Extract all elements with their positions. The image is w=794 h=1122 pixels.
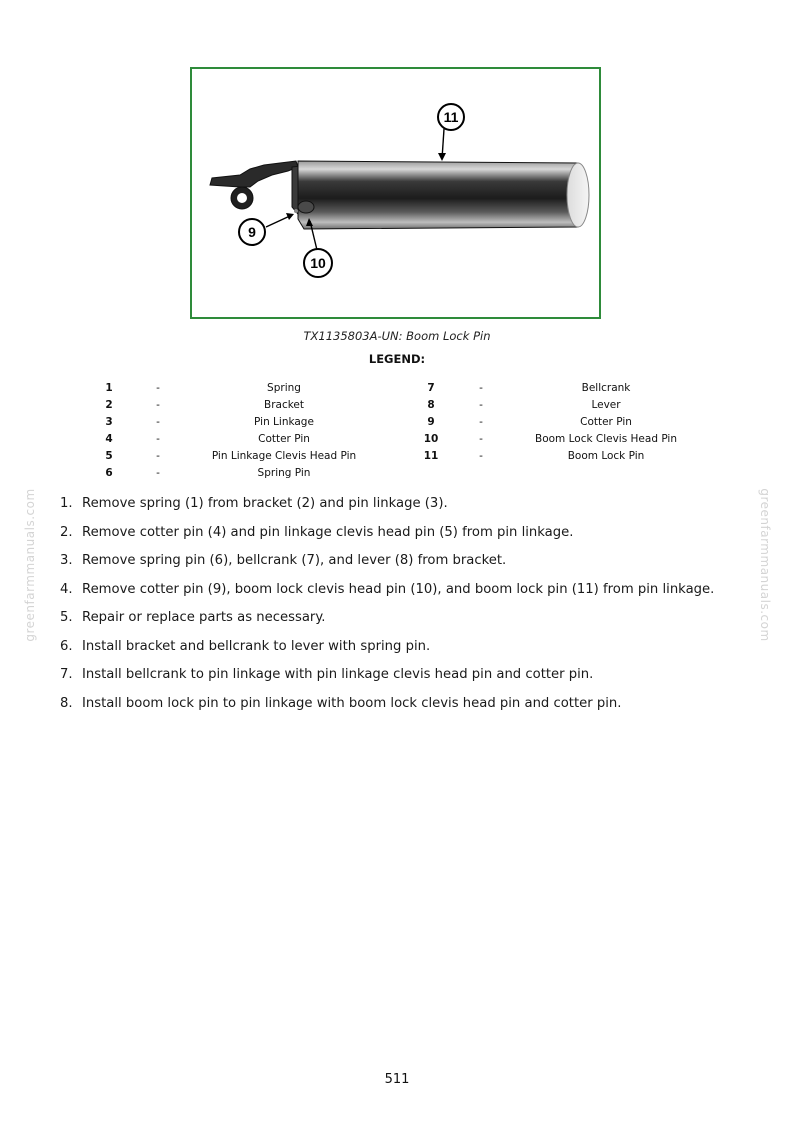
legend-number: 11 [423,450,439,462]
figure-frame [190,67,601,319]
step-text: Install boom lock pin to pin linkage with boom lock clevis head pin and cotter pin. [82,695,622,711]
linkage-bracket [210,161,298,187]
legend-number: 6 [105,467,113,479]
watermark-left: greenfarmmanuals.com [23,488,37,642]
legend-number: 8 [427,399,435,411]
legend-row [0,448,794,465]
legend-number: 4 [105,433,113,445]
legend-part-name: Cotter Pin [580,416,632,428]
legend-part-name: Spring [267,382,301,394]
step-number: 4. [60,581,73,597]
callout-10: 10 [310,255,326,271]
step-number: 7. [60,667,73,682]
page-number: 511 [384,1072,410,1087]
legend-title: LEGEND: [368,352,426,366]
legend-row [0,465,794,482]
boom-lock-pin-body [298,161,578,229]
step-item [60,551,740,580]
step-text: Remove spring (1) from bracket (2) and pin linkage (3). [82,496,448,511]
legend-number: 10 [423,433,439,445]
step-number: 5. [60,610,73,625]
step-number: 2. [60,524,73,540]
step-item [60,494,740,523]
watermark-right: greenfarmmanuals.com [758,488,772,642]
legend-dash: - [479,416,483,428]
callout-9: 9 [248,224,256,240]
legend-dash: - [156,433,160,445]
legend-row [0,397,794,414]
step-text: Install bellcrank to pin linkage with pin linkage clevis head pin and cotter pin. [82,667,594,682]
step-item [60,523,740,552]
figure-caption: TX1135803A-UN: Boom Lock Pin [303,329,491,343]
callout-11: 11 [443,109,459,125]
legend-dash: - [479,433,483,445]
legend-number: 3 [105,416,113,428]
step-number: 1. [60,496,73,511]
legend-part-name: Cotter Pin [258,433,310,445]
step-text: Remove cotter pin (4) and pin linkage clevis head pin (5) from pin linkage. [82,524,574,540]
boom-lock-pin-illustration [192,69,599,317]
legend-row [0,380,794,397]
legend-number: 5 [105,450,113,462]
legend-number: 9 [427,416,435,428]
legend-part-name: Pin Linkage [254,416,314,428]
legend-dash: - [479,450,483,462]
step-item [60,637,740,666]
step-item [60,580,740,609]
legend-dash: - [156,467,160,479]
legend-dash: - [156,416,160,428]
step-text: Remove cotter pin (9), boom lock clevis head pin (10), and boom lock pin (11) from pin linkage. [82,581,715,597]
step-item [60,608,740,637]
legend-number: 7 [427,382,435,394]
legend-dash: - [479,399,483,411]
step-item [60,694,740,723]
legend-number: 2 [105,399,113,411]
step-number: 6. [60,638,73,654]
legend-number: 1 [105,382,113,394]
step-text: Install bracket and bellcrank to lever with spring pin. [82,638,431,654]
legend-part-name: Lever [591,399,621,411]
legend-dash: - [156,399,160,411]
legend-part-name: Boom Lock Clevis Head Pin [534,433,677,445]
legend-part-name: Bracket [263,399,304,411]
step-number: 3. [60,553,73,568]
step-number: 8. [60,695,73,711]
legend-part-name: Pin Linkage Clevis Head Pin [211,450,357,462]
procedure-steps [60,494,740,722]
step-text: Remove spring pin (6), bellcrank (7), and lever (8) from bracket. [82,553,507,568]
step-text: Repair or replace parts as necessary. [82,610,326,625]
legend-row [0,414,794,431]
legend-row [0,431,794,448]
legend-part-name: Boom Lock Pin [567,450,645,462]
clevis-head-pin [298,201,314,213]
legend-part-name: Spring Pin [257,467,311,479]
legend-dash: - [156,450,160,462]
boom-lock-pin-end [567,163,589,227]
step-item [60,665,740,694]
legend-dash: - [156,382,160,394]
legend-dash: - [479,382,483,394]
legend-part-name: Bellcrank [581,382,631,394]
